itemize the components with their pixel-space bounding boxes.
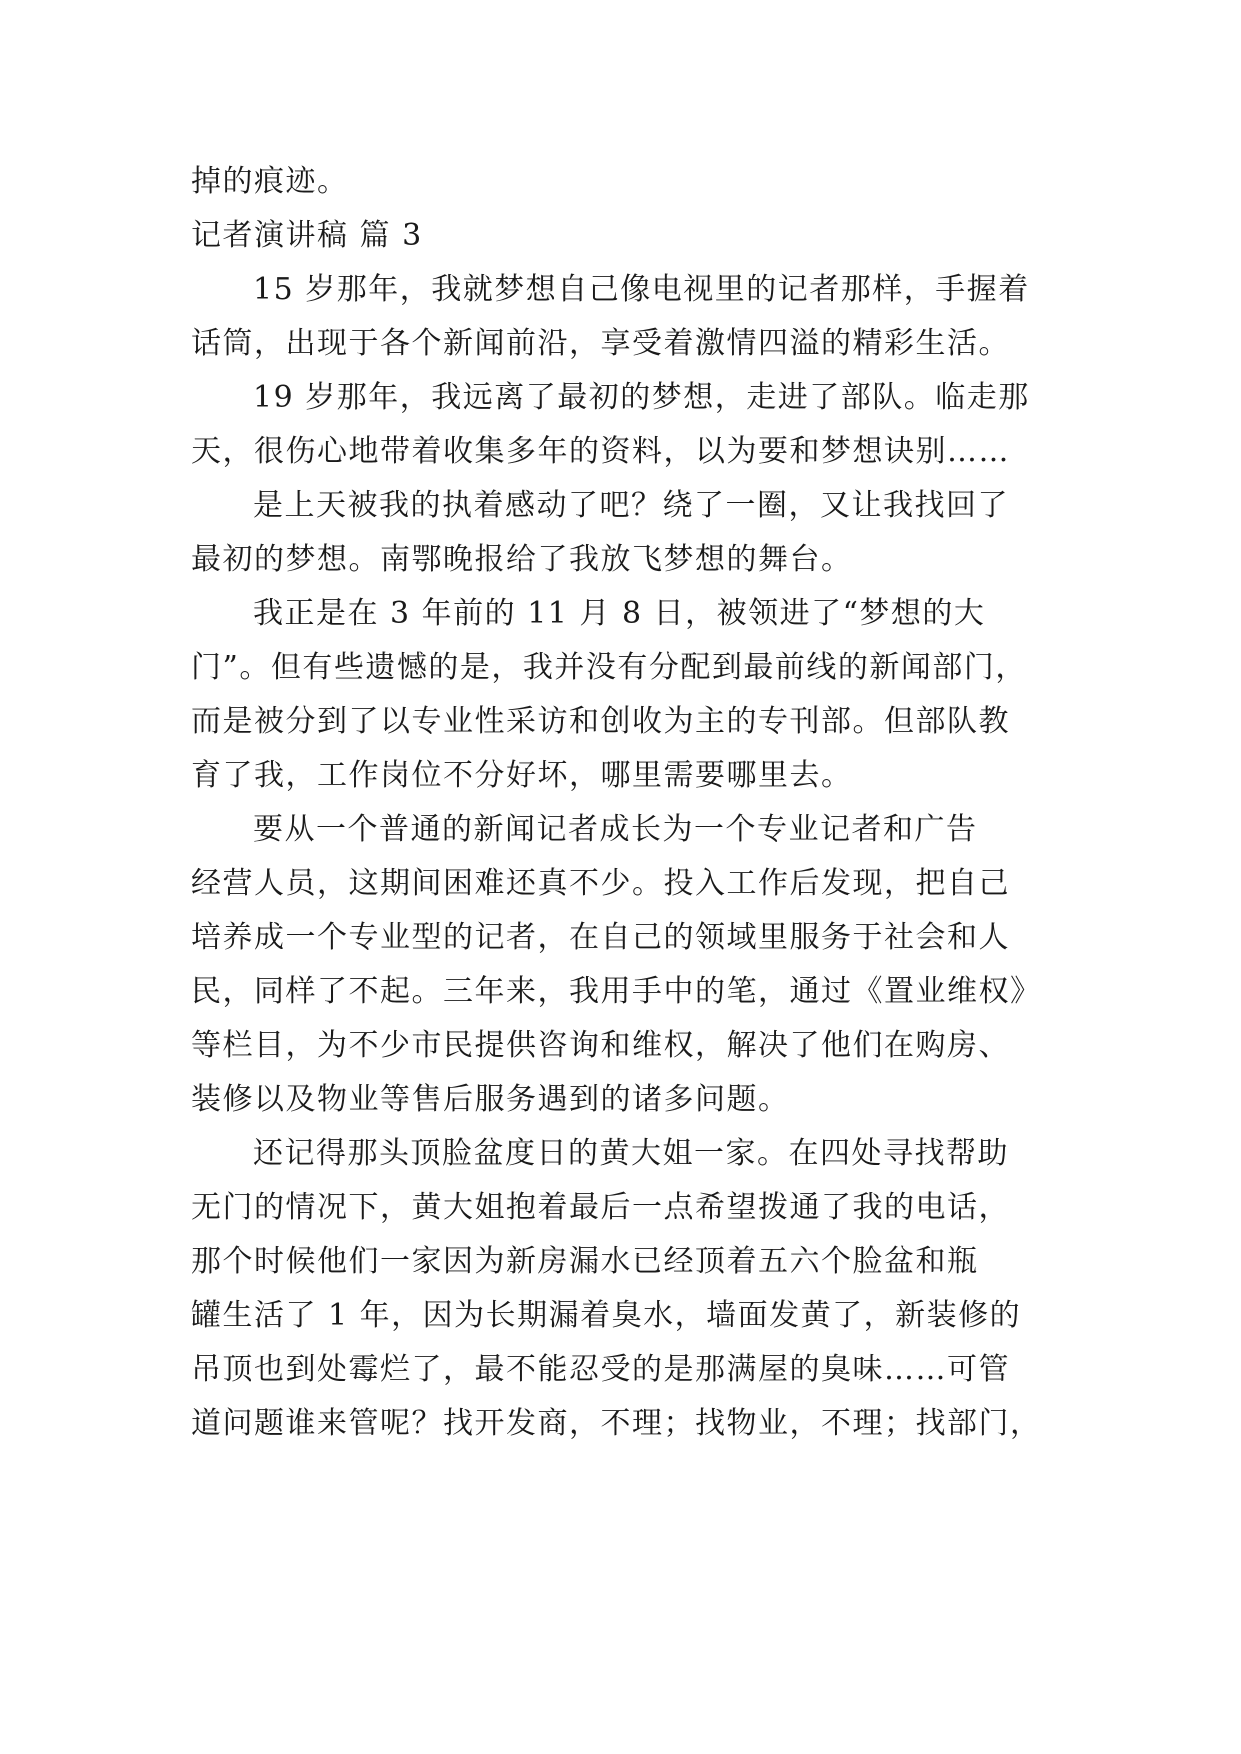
text-line: 是上天被我的执着感动了吧？绕了一圈，又让我找回了 [253, 488, 1009, 523]
text-line: 吊顶也到处霉烂了，最不能忍受的是那满屋的臭味……可管 [191, 1352, 1010, 1387]
text-line: 装修以及物业等售后服务遇到的诸多问题。 [191, 1082, 790, 1117]
text-line: 掉的痕迹。 [191, 164, 349, 199]
text-line: 民，同样了不起。三年来，我用手中的笔，通过《置业维权》 [191, 974, 1042, 1009]
text-line: 无门的情况下，黄大姐抱着最后一点希望拨通了我的电话， [191, 1190, 1010, 1225]
text-line: 还记得那头顶脸盆度日的黄大姐一家。在四处寻找帮助 [253, 1136, 1009, 1171]
text-line: 而是被分到了以专业性采访和创收为主的专刊部。但部队教 [191, 704, 1010, 739]
text-line: 等栏目，为不少市民提供咨询和维权，解决了他们在购房、 [191, 1028, 1010, 1063]
text-line: 我正是在 3 年前的 11 月 8 日，被领进了“梦想的大 [253, 596, 986, 631]
text-line: 19 岁那年，我远离了最初的梦想，走进了部队。临走那 [253, 380, 1030, 415]
text-line: 育了我，工作岗位不分好坏，哪里需要哪里去。 [191, 758, 853, 793]
text-line: 门”。但有些遗憾的是，我并没有分配到最前线的新闻部门， [191, 650, 1027, 685]
text-line: 那个时候他们一家因为新房漏水已经顶着五六个脸盆和瓶 [191, 1244, 979, 1279]
text-line: 要从一个普通的新闻记者成长为一个专业记者和广告 [253, 812, 978, 847]
text-line: 经营人员，这期间困难还真不少。投入工作后发现，把自己 [191, 866, 1010, 901]
text-line: 道问题谁来管呢？找开发商，不理；找物业，不理；找部门， [191, 1406, 1042, 1441]
text-line: 罐生活了 1 年，因为长期漏着臭水，墙面发黄了，新装修的 [191, 1298, 1022, 1333]
text-line: 天，很伤心地带着收集多年的资料，以为要和梦想诀别…… [191, 434, 1010, 469]
section-heading: 记者演讲稿 篇 3 [191, 218, 423, 253]
text-line: 最初的梦想。南鄂晚报给了我放飞梦想的舞台。 [191, 542, 853, 577]
text-line: 培养成一个专业型的记者，在自己的领域里服务于社会和人 [191, 920, 1010, 955]
text-line: 15 岁那年，我就梦想自己像电视里的记者那样，手握着 [253, 272, 1030, 307]
document-body [191, 155, 1051, 1451]
text-line: 话筒，出现于各个新闻前沿，享受着激情四溢的精彩生活。 [191, 326, 1010, 361]
